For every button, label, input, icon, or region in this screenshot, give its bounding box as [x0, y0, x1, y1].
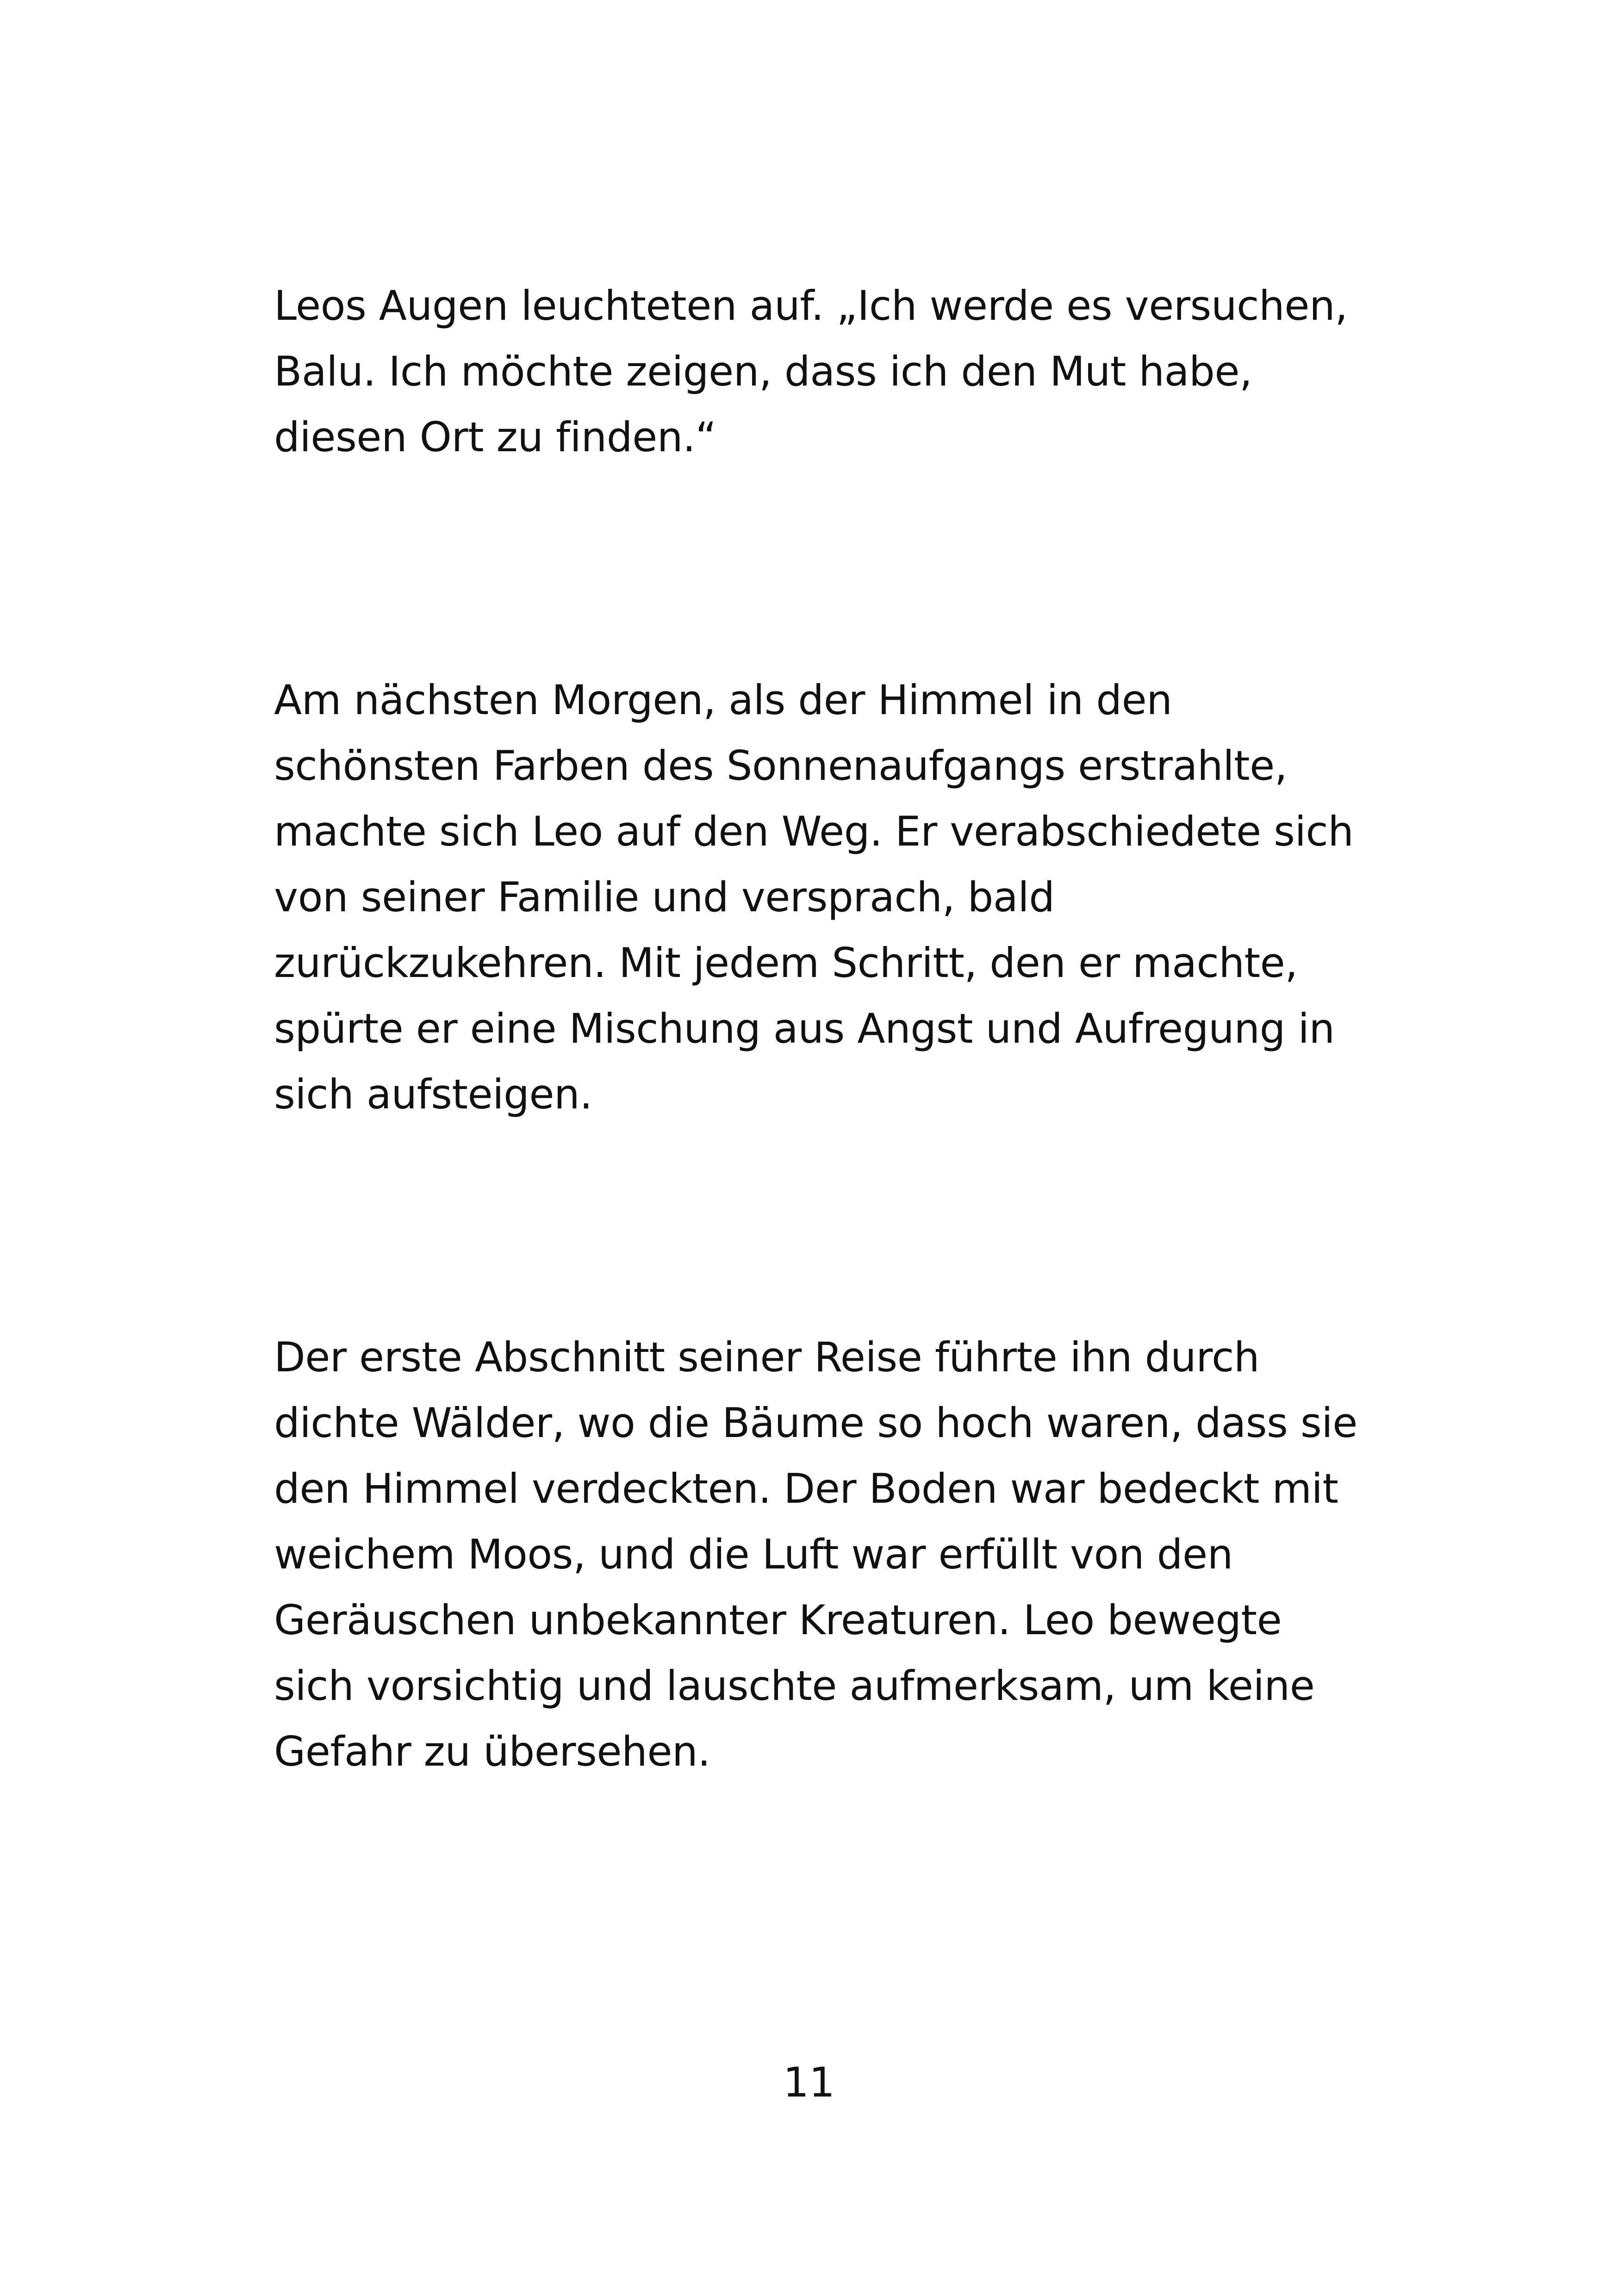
text-line: dichte Wälder, wo die Bäume so hoch waren, dass sie: [274, 1399, 1357, 1447]
text-line: Leos Augen leuchteten auf. „Ich werde es versuchen,: [274, 282, 1348, 330]
text-line: Balu. Ich möchte zeigen, dass ich den Mut habe,: [274, 348, 1252, 395]
text-line: machte sich Leo auf den Weg. Er verabschiedete sich: [274, 808, 1354, 855]
paragraph-2: [274, 667, 1385, 1127]
text-line: sich vorsichtig und lauschte aufmerksam, um keine: [274, 1662, 1315, 1710]
text-line: sich aufsteigen.: [274, 1070, 592, 1118]
text-line: schönsten Farben des Sonnenaufgangs erstrahlte,: [274, 742, 1288, 790]
body-text: [274, 273, 1385, 1785]
page-number: 11: [783, 2059, 835, 2106]
text-line: Geräuschen unbekannter Kreaturen. Leo bewegte: [274, 1596, 1282, 1644]
text-line: diesen Ort zu finden.“: [274, 413, 716, 461]
text-line: von seiner Familie und versprach, bald: [274, 873, 1055, 921]
text-line: Am nächsten Morgen, als der Himmel in den: [274, 676, 1172, 724]
text-line: zurückzukehren. Mit jedem Schritt, den er machte,: [274, 939, 1298, 987]
text-line: Der erste Abschnitt seiner Reise führte ihn durch: [274, 1333, 1260, 1381]
text-line: weichem Moos, und die Luft war erfüllt von den: [274, 1531, 1233, 1578]
text-line: den Himmel verdeckten. Der Boden war bedeckt mit: [274, 1465, 1338, 1512]
paragraph-1: [274, 273, 1385, 470]
text-line: Gefahr zu übersehen.: [274, 1728, 710, 1775]
paragraph-3: [274, 1325, 1385, 1785]
text-line: spürte er eine Mischung aus Angst und Aufregung in: [274, 1005, 1335, 1052]
